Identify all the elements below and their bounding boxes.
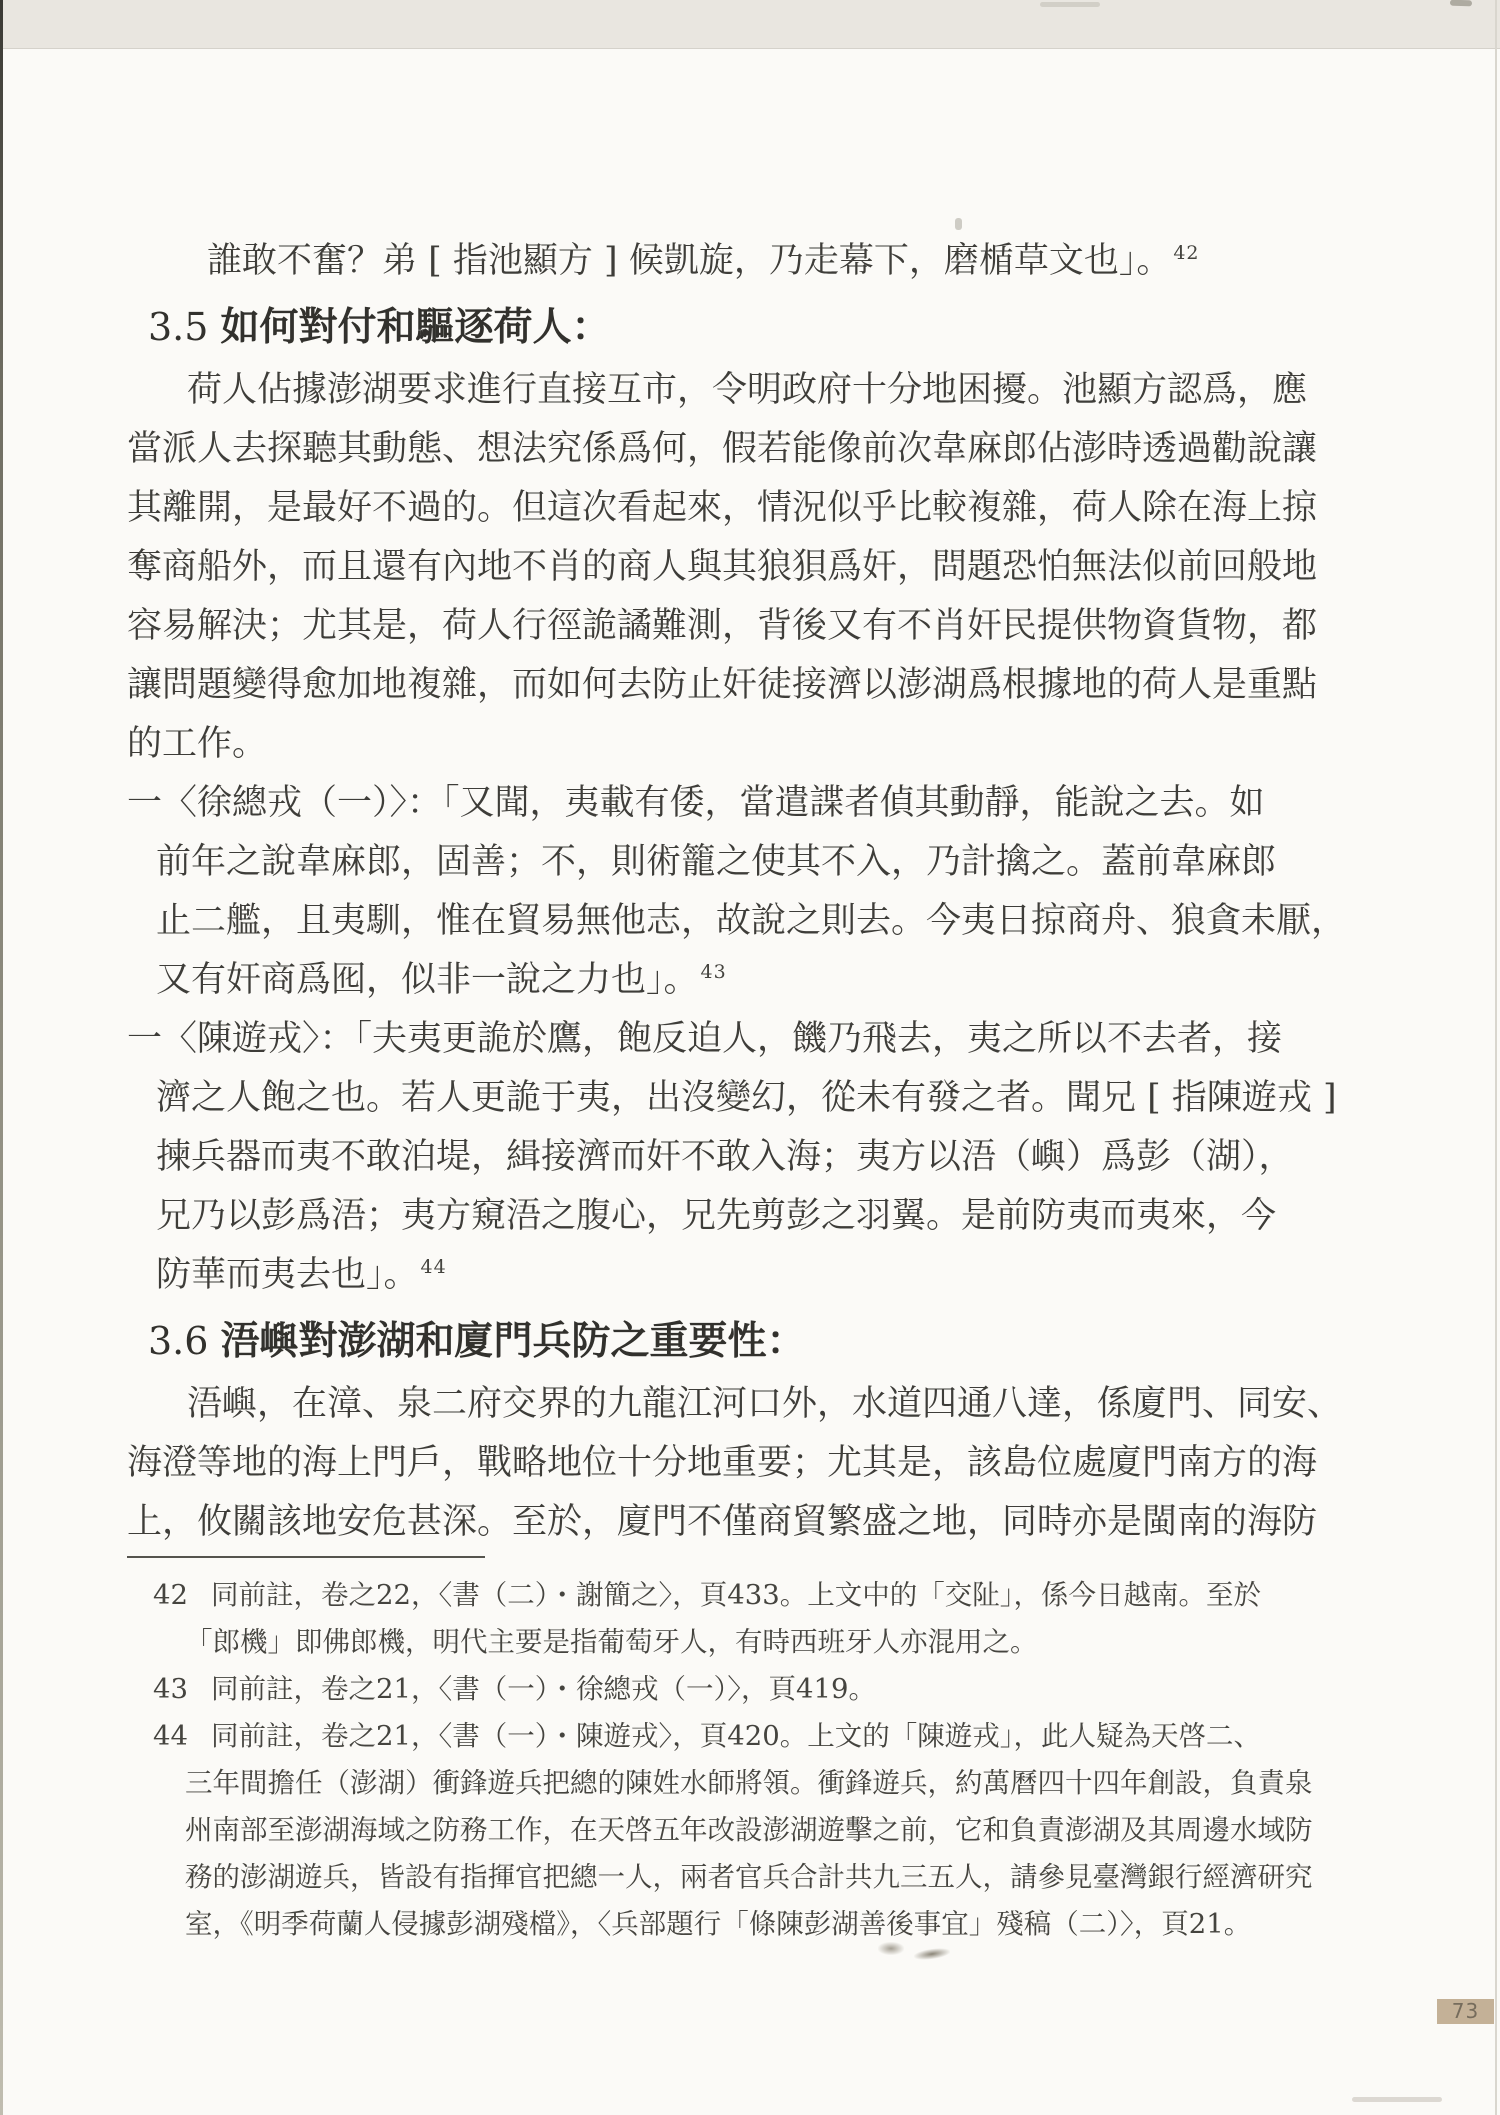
footnote-text: 州南部至澎湖海域之防務工作，在天啓五年改設澎湖遊擊之前，它和負責澎湖及其周邊水域防 bbox=[185, 1814, 1313, 1846]
body-line bbox=[127, 1493, 1370, 1552]
footnote-ref: 44 bbox=[420, 1256, 447, 1279]
quote-item-line bbox=[127, 833, 1370, 892]
body-line bbox=[127, 715, 1370, 774]
body-text: 讓問題變得愈加地複雜，而如何去防止奸徒接濟以澎湖爲根據地的荷人是重點 bbox=[127, 665, 1318, 705]
body-line bbox=[127, 1434, 1370, 1493]
body-text: 又有奸商爲囮，似非一說之力也」。 bbox=[156, 960, 699, 1000]
body-text: 一〈陳遊戎〉：「夫夷更詭於鷹，飽反迫人，饑乃飛去，夷之所以不去者，接 bbox=[127, 1019, 1283, 1059]
footnote-line bbox=[127, 1713, 1377, 1760]
body-text: 前年之說韋麻郎，固善；不，則術籠之使其不入，乃計擒之。蓋前韋麻郎 bbox=[156, 842, 1277, 882]
body-text: 上，攸關該地安危甚深。至於，廈門不僅商貿繁盛之地，同時亦是閩南的海防 bbox=[127, 1502, 1318, 1542]
footnote-ref: 42 bbox=[1173, 242, 1200, 265]
body-text: 濟之人飽之也。若人更詭于夷，出沒變幻，從未有發之者。聞兄 [ 指陳遊戎 ] bbox=[156, 1078, 1337, 1118]
body-text: 海澄等地的海上門戶，戰略地位十分地重要；尤其是，該島位處廈門南方的海 bbox=[127, 1443, 1318, 1483]
section-title: 浯嶼對澎湖和廈門兵防之重要性： bbox=[220, 1319, 806, 1364]
footnote-line bbox=[127, 1901, 1377, 1948]
quote-item-line bbox=[127, 774, 1370, 833]
body-line bbox=[127, 420, 1370, 479]
body-text: 容易解決；尤其是，荷人行徑詭譎難測，背後又有不肖奸民提供物資貨物，都 bbox=[127, 606, 1318, 646]
scan-speck bbox=[1040, 2, 1100, 7]
scan-right-edge bbox=[1495, 0, 1497, 2115]
body-line bbox=[127, 361, 1370, 420]
quote-item-line bbox=[127, 951, 1370, 1010]
body-line bbox=[127, 479, 1370, 538]
page-number-badge: 73 bbox=[1437, 1999, 1494, 2024]
body-text: 揀兵器而夷不敢泊堤，緝接濟而奸不敢入海；夷方以浯（嶼）爲彭（湖）， bbox=[156, 1137, 1294, 1177]
footnote-line bbox=[127, 1807, 1377, 1854]
footnote-line bbox=[127, 1760, 1377, 1807]
scan-smudge bbox=[878, 1942, 904, 1955]
footnote-text: 同前註，卷之22，〈書（二）・謝簡之〉，頁433。上文中的「交阯」，係今日越南。至於 bbox=[211, 1579, 1261, 1611]
footnotes-section bbox=[127, 1556, 1377, 1948]
section-title: 如何對付和驅逐荷人： bbox=[220, 305, 611, 350]
footnote-line bbox=[127, 1666, 1377, 1713]
section-heading-3-5 bbox=[148, 295, 1370, 359]
quote-item-line bbox=[127, 1010, 1370, 1069]
body-text: 止二艦，且夷馴，惟在貿易無他志，故說之則去。今夷日掠商舟、狼貪未厭， bbox=[156, 901, 1347, 941]
body-text: 浯嶼，在漳、泉二府交界的九龍江河口外，水道四通八達，係廈門、同安、 bbox=[187, 1384, 1343, 1424]
scan-speck bbox=[1450, 0, 1472, 6]
section-heading-3-6 bbox=[148, 1309, 1370, 1373]
footnote-text: 同前註，卷之21，〈書（一）・陳遊戎〉，頁420。上文的「陳遊戎」，此人疑為天啓二、 bbox=[211, 1720, 1261, 1752]
section-number: 3.6 bbox=[148, 1319, 209, 1363]
footnote-text: 同前註，卷之21，〈書（一）・徐總戎（一）〉，頁419。 bbox=[211, 1673, 876, 1705]
body-line bbox=[127, 538, 1370, 597]
footnote-ref: 43 bbox=[700, 961, 727, 984]
body-text: 荷人佔據澎湖要求進行直接互市，令明政府十分地困擾。池顯方認爲，應 bbox=[187, 370, 1308, 410]
body-line bbox=[127, 1375, 1370, 1434]
footnote-number: 44 bbox=[153, 1720, 188, 1752]
body-text: 兄乃以彭爲浯；夷方窺浯之腹心，兄先剪彭之羽翼。是前防夷而夷來，今 bbox=[156, 1196, 1277, 1236]
body-line bbox=[127, 656, 1370, 715]
quote-item-line bbox=[127, 1069, 1370, 1128]
footnote-divider bbox=[127, 1556, 485, 1558]
quote-item-line bbox=[127, 1128, 1370, 1187]
body-text: 奪商船外，而且還有內地不肖的商人與其狼狽爲奸，問題恐怕無法似前回般地 bbox=[127, 547, 1318, 587]
page-body bbox=[127, 232, 1370, 1552]
body-text: 誰敢不奮？弟 [ 指池顯方 ] 候凱旋，乃走幕下，磨楯草文也」。 bbox=[207, 241, 1172, 281]
footnote-line bbox=[127, 1619, 1377, 1666]
footnote-text: 室，《明季荷蘭人侵據彭湖殘檔》，〈兵部題行「條陳彭湖善後事宜」殘稿（二）〉，頁21。 bbox=[185, 1908, 1252, 1940]
footnote-line bbox=[127, 1572, 1377, 1619]
footnote-line bbox=[127, 1854, 1377, 1901]
body-text: 的工作。 bbox=[127, 724, 268, 764]
quote-item-line bbox=[127, 892, 1370, 951]
quote-item-line bbox=[127, 1246, 1370, 1305]
scan-left-edge bbox=[0, 0, 3, 2115]
scan-top-band bbox=[0, 0, 1500, 49]
body-line bbox=[127, 597, 1370, 656]
scan-smudge bbox=[913, 1947, 950, 1962]
section-number: 3.5 bbox=[148, 305, 209, 349]
scan-speck bbox=[955, 218, 962, 230]
footnote-text: 「郎機」即佛郎機，明代主要是指葡萄牙人，有時西班牙人亦混用之。 bbox=[185, 1626, 1038, 1658]
footnote-number: 42 bbox=[153, 1579, 188, 1611]
quote-item-line bbox=[127, 1187, 1370, 1246]
body-text: 防華而夷去也」。 bbox=[156, 1255, 419, 1295]
body-text: 其離開，是最好不過的。但這次看起來，情況似乎比較複雜，荷人除在海上掠 bbox=[127, 488, 1318, 528]
footnote-text: 三年間擔任（澎湖）衝鋒遊兵把總的陳姓水師將領。衝鋒遊兵，約萬曆四十四年創設，負責泉 bbox=[185, 1767, 1313, 1799]
footnote-text: 務的澎湖遊兵，皆設有指揮官把總一人，兩者官兵合計共九三五人，請參見臺灣銀行經濟研究 bbox=[185, 1861, 1313, 1893]
scan-speck bbox=[1352, 2097, 1442, 2102]
body-text: 一〈徐總戎（一）〉：「又聞，夷載有倭，當遣諜者偵其動靜，能說之去。如 bbox=[127, 783, 1265, 823]
footnote-number: 43 bbox=[153, 1673, 188, 1705]
body-text: 當派人去探聽其動態、想法究係爲何，假若能像前次韋麻郎佔澎時透過勸說讓 bbox=[127, 429, 1318, 469]
quote-continuation-line bbox=[127, 232, 1370, 291]
